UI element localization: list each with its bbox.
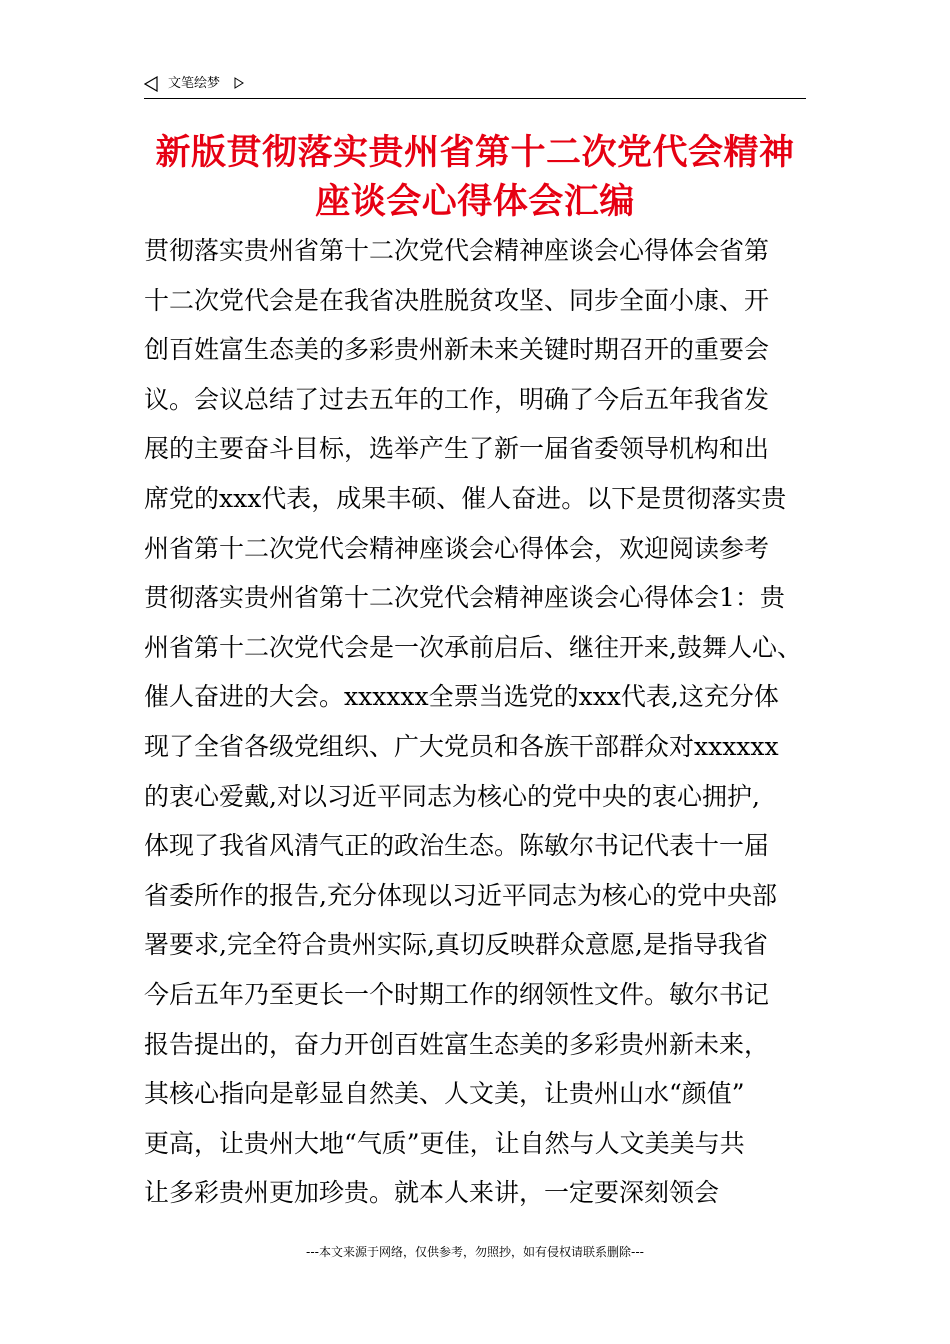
body-line: 其核心指向是彰显自然美、人文美，让贵州山水“颜值” [144, 1079, 745, 1109]
body-line: 议。会议总结了过去五年的工作，明确了今后五年我省发 [144, 384, 770, 414]
body-line: 州省第十二次党代会是一次承前启后、继往开来,鼓舞人心、 [144, 632, 802, 662]
body-line: 贯彻落实贵州省第十二次党代会精神座谈会心得体会1：贵 [144, 583, 785, 613]
body-line: 创百姓富生态美的多彩贵州新未来关键时期召开的重要会 [144, 335, 770, 365]
document-body [144, 226, 814, 1218]
header-text: 文笔绘梦 [168, 76, 221, 91]
body-line: 报告提出的，奋力开创百姓富生态美的多彩贵州新未来， [144, 1029, 770, 1059]
body-line: 展的主要奋斗目标，选举产生了新一届省委领导机构和出 [144, 434, 770, 464]
body-line: 的衷心爱戴,对以习近平同志为核心的党中央的衷心拥护, [144, 781, 760, 811]
title-line-1: 新版贯彻落实贵州省第十二次党代会精神 [155, 132, 795, 173]
body-line: 州省第十二次党代会精神座谈会心得体会，欢迎阅读参考 [144, 533, 770, 563]
body-line: 十二次党代会是在我省决胜脱贫攻坚、同步全面小康、开 [144, 285, 770, 315]
body-line: 让多彩贵州更加珍贵。就本人来讲，一定要深刻领会 [144, 1178, 720, 1208]
triangle-left-outline-icon [144, 76, 158, 92]
triangle-right-outline-icon [234, 77, 244, 89]
body-line: 今后五年乃至更长一个时期工作的纲领性文件。敏尔书记 [144, 979, 770, 1009]
body-line: 催人奋进的大会。xxxxxx全票当选党的xxx代表,这充分体 [144, 682, 779, 712]
page-footer: ---本文来源于网络，仅供参考，勿照抄，如有侵权请联系删除--- [306, 1245, 644, 1259]
body-line: 席党的xxx代表，成果丰硕、催人奋进。以下是贯彻落实贵 [144, 483, 787, 513]
body-line: 更高，让贵州大地“气质”更佳，让自然与人文美美与共 [144, 1128, 745, 1158]
body-line: 体现了我省风清气正的政治生态。陈敏尔书记代表十一届 [144, 831, 770, 861]
body-line: 现了全省各级党组织、广大党员和各族干部群众对xxxxxx [144, 731, 779, 761]
body-line: 贯彻落实贵州省第十二次党代会精神座谈会心得体会省第 [144, 236, 770, 265]
body-line: 省委所作的报告,充分体现以习近平同志为核心的党中央部 [144, 880, 777, 910]
body-line: 署要求,完全符合贵州实际,真切反映群众意愿,是指导我省 [144, 930, 768, 960]
document-title [130, 128, 820, 226]
page-header [144, 72, 806, 99]
title-line-2: 座谈会心得体会汇编 [315, 181, 635, 222]
